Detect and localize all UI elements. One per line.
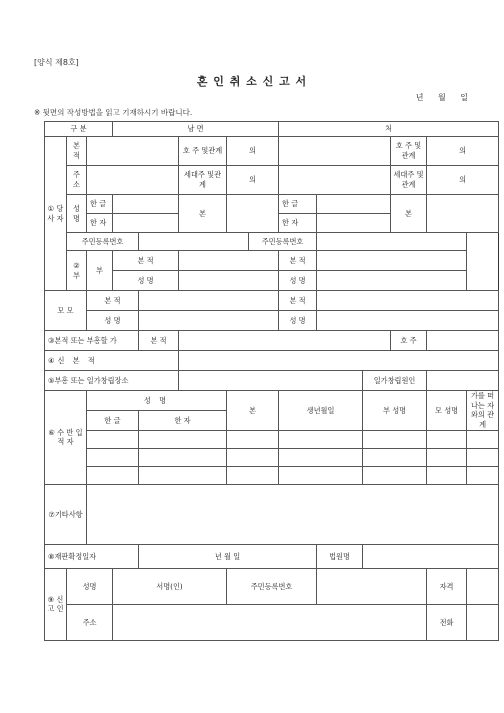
field-reporter-qualification[interactable] [467, 568, 499, 604]
field-bon-wife[interactable] [427, 195, 499, 233]
field-row6-r2-relation[interactable] [467, 448, 499, 466]
field-reporter-address[interactable] [113, 604, 427, 640]
label-mo-bonjeok-wife: 본 적 [279, 291, 317, 311]
label-row9: ⑨ 신 고 인 [45, 568, 67, 640]
label-row6: ⑥ 수 반 입 적 자 [45, 391, 87, 485]
label-row6-bon: 본 [227, 391, 279, 431]
label-row6-father: 부 성명 [363, 391, 427, 431]
label-gubun: 구 분 [45, 122, 113, 137]
label-name-husband: 성 명 [67, 195, 87, 233]
field-row6-r1-hanja[interactable] [139, 430, 227, 448]
field-reporter-phone[interactable] [467, 604, 499, 640]
label-bu-name-husband: 성 명 [113, 271, 179, 291]
label-juso-husband: 주 소 [67, 166, 87, 195]
field-bonjeok-husband[interactable] [87, 137, 179, 166]
label-row9-addr: 주소 [67, 604, 113, 640]
label-jumin-husband: 주민등록번호 [67, 233, 139, 251]
field-row6-r2-father[interactable] [363, 448, 427, 466]
label-row9-phone: 전화 [427, 604, 467, 640]
field-row6-r2-hangeul[interactable] [87, 448, 139, 466]
field-row6-r1-hangeul[interactable] [87, 430, 139, 448]
form-title: 혼 인 취 소 신 고 서 [196, 75, 308, 88]
field-name-hanja-husband[interactable] [113, 214, 179, 233]
field-row6-r3-hangeul[interactable] [87, 466, 139, 484]
field-bonjeok-wife[interactable] [279, 137, 391, 166]
label-row9-name: 성명 [67, 568, 113, 604]
label-ui-sedaeju-wife[interactable]: 의 [427, 166, 499, 195]
field-bon-husband[interactable] [227, 195, 279, 233]
field-bu-bonjeok-wife[interactable] [317, 251, 467, 271]
label-row8-court: 법원명 [317, 544, 363, 568]
label-husband: 남 면 [113, 122, 279, 137]
label-hanja-husband: 한 자 [87, 214, 113, 233]
annulment-form-table [44, 121, 499, 641]
field-row6-r3-hanja[interactable] [139, 466, 227, 484]
label-row9-jumin: 주민등록번호 [227, 568, 317, 604]
label-sedaeju-husband: 세대주 및관계 [179, 166, 227, 195]
field-judgment-date[interactable]: 년 월 일 [139, 544, 317, 568]
form-number: [양식 제8호] [34, 58, 79, 67]
label-hoju-husband: 호 주 및관계 [179, 137, 227, 166]
field-signature[interactable]: 서명(인) [113, 568, 227, 604]
field-jumin-husband[interactable] [139, 233, 249, 251]
label-row4: ④신 본 적 [45, 351, 179, 371]
label-row3: ③본적 또는 부흥할 가 [45, 331, 139, 351]
label-bu-bonjeok-husband: 본 적 [113, 251, 179, 271]
label-bu: 부 [87, 251, 113, 291]
field-name-hangeul-husband[interactable] [113, 195, 179, 214]
field-row5-place[interactable] [179, 371, 363, 391]
label-ui-hoju-wife[interactable]: 의 [427, 137, 499, 166]
field-row6-r3-birth[interactable] [279, 466, 363, 484]
field-row6-r1-relation[interactable] [467, 430, 499, 448]
field-row6-r1-father[interactable] [363, 430, 427, 448]
field-court-name[interactable] [363, 544, 499, 568]
field-row6-r3-relation[interactable] [467, 466, 499, 484]
field-address-husband[interactable] [87, 166, 179, 195]
label-row6-relation: 가를 떠나는 자와의 관계 [467, 391, 499, 431]
label-bon-husband: 본 [179, 195, 227, 233]
field-row3-hoju[interactable] [427, 331, 499, 351]
label-bonjeok-husband: 본 적 [67, 137, 87, 166]
label-hangeul-husband: 한 글 [87, 195, 113, 214]
field-mo-bonjeok-wife[interactable] [317, 291, 499, 311]
report-date: 년 월 일 [415, 93, 468, 102]
label-row7: ⑦기타사항 [45, 484, 87, 544]
label-hanja-wife: 한 자 [279, 214, 317, 233]
field-reporter-jumin[interactable] [317, 568, 427, 604]
field-mo-name-husband[interactable] [139, 311, 279, 331]
label-row6-hangeul: 한 글 [87, 410, 139, 430]
field-bu-name-wife[interactable] [317, 271, 467, 291]
field-new-bonjeok[interactable] [179, 351, 499, 371]
label-bu-bonjeok-wife: 본 적 [279, 251, 317, 271]
label-ui-sedaeju-husband[interactable]: 의 [227, 166, 279, 195]
field-bu-bonjeok-husband[interactable] [179, 251, 279, 271]
label-mo-bonjeok-husband: 본 적 [87, 291, 139, 311]
field-row6-r2-birth[interactable] [279, 448, 363, 466]
field-address-wife[interactable] [279, 166, 391, 195]
label-row8: ⑧재판확정일자 [45, 544, 139, 568]
field-row6-r2-bon[interactable] [227, 448, 279, 466]
label-mo-name-wife: 성 명 [279, 311, 317, 331]
field-row3-bonjeok[interactable] [179, 331, 391, 351]
label-wife: 처 [279, 122, 499, 137]
label-row5-right: 일가창립원인 [363, 371, 427, 391]
label-row6-birth: 생년월일 [279, 391, 363, 431]
label-hoju-wife: 호 주 및관계 [391, 137, 427, 166]
label-row3-hoju: 호 주 [391, 331, 427, 351]
field-row6-r3-mother[interactable] [427, 466, 467, 484]
instruction-note: ※ 뒷면의 작성방법을 읽고 기재하시기 바랍니다. [34, 108, 193, 117]
label-row3-bonjeok: 본 적 [139, 331, 179, 351]
label-hangeul-wife: 한 글 [279, 195, 317, 214]
field-row6-r3-father[interactable] [363, 466, 427, 484]
field-row6-r3-bon[interactable] [227, 466, 279, 484]
field-name-hangeul-wife[interactable] [317, 195, 391, 214]
field-row6-r1-bon[interactable] [227, 430, 279, 448]
label-row9-qual: 자격 [427, 568, 467, 604]
label-mo-name-husband: 성 명 [87, 311, 139, 331]
label-row6-hanja: 한 자 [139, 410, 227, 430]
label-jumin-wife: 주민등록번호 [249, 233, 317, 251]
label-bu-name-wife: 성 명 [279, 271, 317, 291]
label-bon-wife: 본 [391, 195, 427, 233]
field-other-notes[interactable] [87, 484, 499, 544]
field-mo-bonjeok-husband[interactable] [139, 291, 279, 311]
label-parents-mo: 모 모 [45, 291, 87, 331]
field-row6-r1-mother[interactable] [427, 430, 467, 448]
field-bu-name-husband[interactable] [179, 271, 279, 291]
field-mo-name-wife[interactable] [317, 311, 499, 331]
label-row6-mother: 모 성명 [427, 391, 467, 431]
field-name-hanja-wife[interactable] [317, 214, 391, 233]
label-sedaeju-wife: 세대주 및관계 [391, 166, 427, 195]
field-row6-r2-hanja[interactable] [139, 448, 227, 466]
label-party: ① 당 사 자 [45, 137, 67, 291]
field-row6-r2-mother[interactable] [427, 448, 467, 466]
field-jumin-wife[interactable] [317, 233, 467, 251]
field-row6-r1-birth[interactable] [279, 430, 363, 448]
label-ui-hoju-husband[interactable]: 의 [227, 137, 279, 166]
field-row5-reason[interactable] [427, 371, 499, 391]
label-row5: ⑤부흥 또는 일가창립장소 [45, 371, 179, 391]
label-parents-bu: ② 부 [67, 251, 87, 291]
label-row6-name: 성 명 [87, 391, 227, 411]
